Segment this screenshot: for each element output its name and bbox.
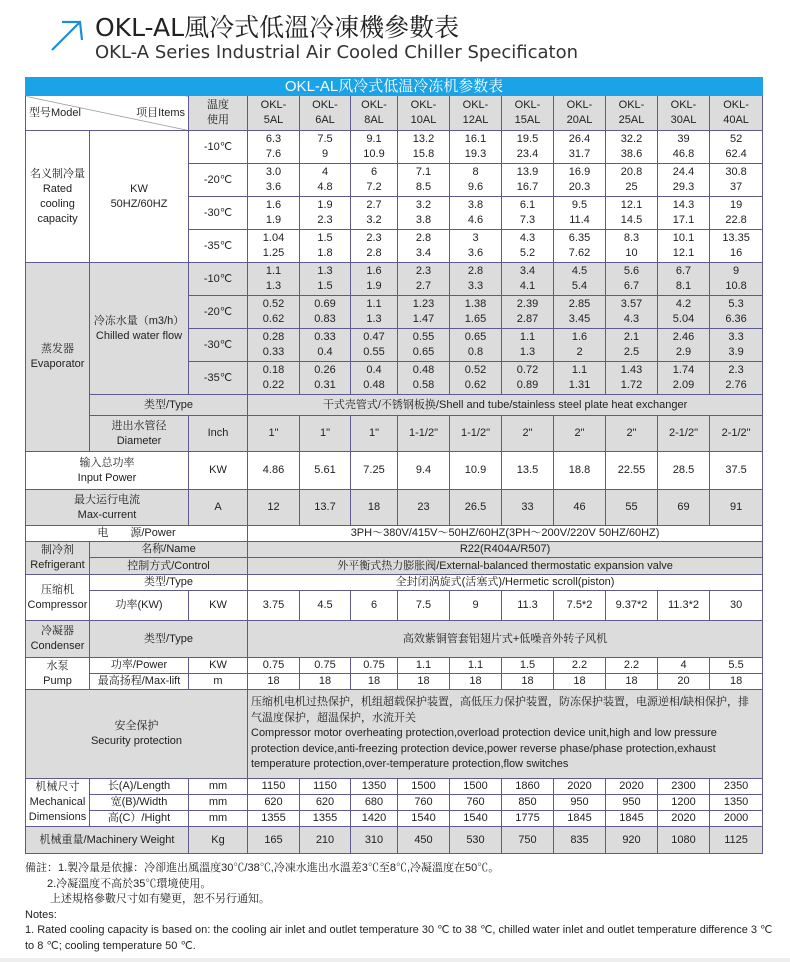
value-cell: 18 [606,674,658,690]
value-cell: 9 [450,591,502,621]
model-name: OKL-40AL [723,99,749,126]
value-cell: 2020 [606,779,658,795]
value-cell: 1500 [398,779,450,795]
value-cell: 9 10.8 [710,263,763,296]
value-cell: 1540 [398,811,450,827]
value-cell: 13.35 16 [710,230,763,263]
input-power-unit: KW [189,452,248,490]
value-cell: 5.61 [300,452,351,490]
value-cell: 4.5 [300,591,351,621]
temperature-label: -20℃ [189,296,248,329]
value-cell: 1.38 1.65 [450,296,502,329]
table-row [26,452,763,490]
table-row [26,575,763,591]
value-cell: 7.5 9 [300,131,351,164]
table-row [26,131,763,164]
value-cell: 8.3 10 [606,230,658,263]
value-cell: 1.1 [398,658,450,674]
value-cell: 2020 [658,811,710,827]
table-row [26,558,763,575]
header-model [248,96,300,131]
capacity-unit: KW 50HZ/60HZ [90,131,189,263]
value-cell: 1150 [248,779,300,795]
value-cell: 2.46 2.9 [658,329,710,362]
table-row [26,690,763,779]
value-cell: 760 [398,795,450,811]
value-cell: 2.3 2.8 [351,230,398,263]
model-name: OKL-20AL [566,99,593,126]
chilled-water-flow-label: 冷冻水量（m3/h） Chilled water flow [90,263,189,395]
value-cell: 5.5 [710,658,763,674]
value-cell: 11.3 [502,591,554,621]
model-name: OKL-6AL [312,99,338,126]
value-cell: 6.1 7.3 [502,197,554,230]
value-cell: 26.4 31.7 [554,131,606,164]
refrigerant-name-label: 名称/Name [90,542,248,558]
value-cell: 1-1/2" [450,416,502,452]
header-model [710,96,763,131]
value-cell: 3.2 3.8 [398,197,450,230]
compressor-power-label: 功率(KW) [90,591,189,621]
value-cell: 0.75 [248,658,300,674]
value-cell: 14.3 17.1 [658,197,710,230]
temperature-label: -30℃ [189,329,248,362]
temperature-label: -10℃ [189,131,248,164]
value-cell: 210 [300,827,351,854]
value-cell: 0.65 0.8 [450,329,502,362]
table-row [26,542,763,558]
value-cell: 2.1 2.5 [606,329,658,362]
value-cell: 165 [248,827,300,854]
pump-lift-unit: m [189,674,248,690]
compressor-type-value: 全封闭涡旋式(活塞式)/Hermetic scroll(piston) [248,575,763,591]
refrigerant-control-label: 控制方式/Control [90,558,248,575]
value-cell: 2-1/2" [710,416,763,452]
value-cell: 2350 [710,779,763,795]
evaporator-type-label: 类型/Type [90,395,248,416]
value-cell: 5.6 6.7 [606,263,658,296]
compressor-power-unit: KW [189,591,248,621]
value-cell: 1.6 2 [554,329,606,362]
value-cell: 530 [450,827,502,854]
value-cell: 950 [606,795,658,811]
notes [25,861,775,954]
value-cell: 18 [450,674,502,690]
value-cell: 5.3 6.36 [710,296,763,329]
value-cell: 30.8 37 [710,164,763,197]
value-cell: 1.1 [450,658,502,674]
value-cell: 1" [300,416,351,452]
value-cell: 12.1 14.5 [606,197,658,230]
value-cell: 0.33 0.4 [300,329,351,362]
diameter-label: 进出水管径 Diameter [90,416,189,452]
value-cell: 1125 [710,827,763,854]
value-cell: 1.23 1.47 [398,296,450,329]
value-cell: 24.4 29.3 [658,164,710,197]
value-cell: 4.5 5.4 [554,263,606,296]
diameter-unit: Inch [189,416,248,452]
table-row [26,795,763,811]
header-model-items: 型号Model 项目Items [26,96,189,131]
table-row [26,658,763,674]
value-cell: 2" [554,416,606,452]
spec-table [25,77,763,854]
value-cell: 37.5 [710,452,763,490]
value-cell: 2020 [554,779,606,795]
evaporator-type-value: 干式壳管式/不锈钢板换/Shell and tube/stainless steel plate heat exchanger [248,395,763,416]
value-cell: 3.8 4.6 [450,197,502,230]
value-cell: 91 [710,490,763,526]
pump-label: 水泵 Pump [26,658,90,690]
value-cell: 6 [351,591,398,621]
value-cell: 1350 [710,795,763,811]
table-row [26,674,763,690]
value-cell: 2" [606,416,658,452]
value-cell: 1355 [300,811,351,827]
value-cell: 1860 [502,779,554,795]
value-cell: 7.1 8.5 [398,164,450,197]
table-row [26,96,763,131]
note-line: 2.冷凝溫度不高於35℃環境使用。 [25,877,212,890]
refrigerant-control-value: 外平衡式热力膨胀阀/External-balanced thermostatic expansion valve [248,558,763,575]
value-cell: 1080 [658,827,710,854]
power-supply-value: 3PH～380V/415V～50HZ/60HZ(3PH～200V/220V 50HZ/60HZ) [248,526,763,542]
value-cell: 0.28 0.33 [248,329,300,362]
pump-lift-label: 最高扬程/Max-lift [90,674,189,690]
header-model [450,96,502,131]
value-cell: 4.86 [248,452,300,490]
value-cell: 1350 [351,779,398,795]
value-cell: 18.8 [554,452,606,490]
value-cell: 850 [502,795,554,811]
value-cell: 3.3 3.9 [710,329,763,362]
value-cell: 2.2 [606,658,658,674]
value-cell: 18 [248,674,300,690]
temperature-label: -30℃ [189,197,248,230]
value-cell: 33 [502,490,554,526]
value-cell: 0.69 0.83 [300,296,351,329]
model-name: OKL-10AL [410,99,437,126]
value-cell: 11.3*2 [658,591,710,621]
value-cell: 2.2 [554,658,606,674]
value-cell: 2.3 2.76 [710,362,763,395]
table-row [26,416,763,452]
dimension-unit: mm [189,811,248,827]
value-cell: 1355 [248,811,300,827]
max-current-unit: A [189,490,248,526]
value-cell: 22.55 [606,452,658,490]
value-cell: 0.75 [351,658,398,674]
arrow-up-right-icon [50,18,84,52]
dimension-label: 长(A)/Length [90,779,189,795]
model-name: OKL-25AL [618,99,645,126]
value-cell: 0.52 0.62 [248,296,300,329]
value-cell: 18 [351,490,398,526]
header-model [658,96,710,131]
dimensions-label: 机械尺寸 Mechanical Dimensions [26,779,90,827]
value-cell: 13.7 [300,490,351,526]
value-cell: 2.3 2.7 [398,263,450,296]
temperature-label: -10℃ [189,263,248,296]
value-cell: 4.3 5.2 [502,230,554,263]
value-cell: 1845 [554,811,606,827]
value-cell: 19 22.8 [710,197,763,230]
value-cell: 55 [606,490,658,526]
table-row [26,779,763,795]
value-cell: 620 [300,795,351,811]
value-cell: 18 [710,674,763,690]
power-supply-label: 电 源/Power [26,526,248,542]
value-cell: 1.5 1.8 [300,230,351,263]
value-cell: 3.57 4.3 [606,296,658,329]
value-cell: 450 [398,827,450,854]
value-cell: 4 4.8 [300,164,351,197]
value-cell: 1150 [300,779,351,795]
value-cell: 13.5 [502,452,554,490]
model-name: OKL-5AL [260,99,287,126]
temperature-label: -20℃ [189,164,248,197]
value-cell: 0.55 0.65 [398,329,450,362]
value-cell: 69 [658,490,710,526]
model-name: OKL-12AL [462,99,489,126]
value-cell: 28.5 [658,452,710,490]
refrigerant-name-value: R22(R404A/R507) [248,542,763,558]
value-cell: 20 [658,674,710,690]
header-model [300,96,351,131]
table-row [26,591,763,621]
table-row [26,78,763,96]
page-title: OKL-AL風冷式低溫冷凍機參數表 [95,13,460,42]
value-cell: 7.5*2 [554,591,606,621]
note-line: 備註：1.製冷量是依據：冷卻進出風溫度30℃/38℃,冷凍水進出水溫差3℃至8℃,冷凝溫度在50℃。 [25,862,500,874]
dimension-label: 高(C）/Hight [90,811,189,827]
security-label: 安全保护 Security protection [26,690,248,779]
value-cell: 19.5 23.4 [502,131,554,164]
header-model [351,96,398,131]
note-line: Notes: [25,908,57,921]
model-name: OKL-8AL [361,99,387,126]
value-cell: 3.75 [248,591,300,621]
value-cell: 9.1 10.9 [351,131,398,164]
value-cell: 18 [554,674,606,690]
security-value: 压缩机电机过热保护，机组超载保护装置，高低压力保护装置，防冻保护装置，电源逆相/缺相保护，排气温度保护，超温保护，水流开关 Compressor motor overheating protection,overload protection device unit,high and low pressure protection device,anti-freezing protection device,power reverse phase/phase protection,exhaust temperature protection,over-temperature protection,flow switches [248,690,763,779]
value-cell: 2.39 2.87 [502,296,554,329]
value-cell: 13.2 15.8 [398,131,450,164]
value-cell: 1" [351,416,398,452]
value-cell: 9.5 11.4 [554,197,606,230]
model-name: OKL-30AL [670,99,697,126]
value-cell: 30 [710,591,763,621]
value-cell: 0.4 0.48 [351,362,398,395]
value-cell: 18 [502,674,554,690]
table-title: OKL-AL风冷式低温冷冻机参数表 [26,78,763,96]
value-cell: 13.9 16.7 [502,164,554,197]
value-cell: 3.4 4.1 [502,263,554,296]
value-cell: 6.3 7.6 [248,131,300,164]
value-cell: 750 [502,827,554,854]
table-row [26,811,763,827]
temperature-label: -35℃ [189,230,248,263]
condenser-type-value: 高效紫铜管套铝翅片式+低噪音外转子风机 [248,621,763,658]
table-row [26,490,763,526]
compressor-label: 压缩机 Compressor [26,575,90,621]
value-cell: 1.6 1.9 [248,197,300,230]
value-cell: 10.1 12.1 [658,230,710,263]
value-cell: 2000 [710,811,763,827]
temperature-label: -35℃ [189,362,248,395]
value-cell: 6.35 7.62 [554,230,606,263]
value-cell: 835 [554,827,606,854]
value-cell: 1775 [502,811,554,827]
value-cell: 2.7 3.2 [351,197,398,230]
value-cell: 920 [606,827,658,854]
value-cell: 4.2 5.04 [658,296,710,329]
max-current-label: 最大运行电流 Max-current [26,490,189,526]
page-bottom-bar [0,958,790,962]
value-cell: 1.1 1.3 [248,263,300,296]
pump-power-unit: KW [189,658,248,674]
refrigerant-label: 制冷剂 Refrigerant [26,542,90,575]
model-name: OKL-15AL [514,99,541,126]
value-cell: 1-1/2" [398,416,450,452]
value-cell: 0.47 0.55 [351,329,398,362]
condenser-type-label: 类型/Type [90,621,248,658]
capacity-label: 名义制冷量 Rated cooling capacity [26,131,90,263]
table-row [26,827,763,854]
value-cell: 1.04 1.25 [248,230,300,263]
note-line: 1. Rated cooling capacity is based on: the cooling air inlet and outlet temperature 30 ℃ to 38 ℃, chilled water inlet and outlet temperature difference 3 ℃ to 8 ℃; cooling temperature 50 ℃. [25,924,776,952]
value-cell: 18 [300,674,351,690]
value-cell: 950 [554,795,606,811]
value-cell: 12 [248,490,300,526]
value-cell: 0.75 [300,658,351,674]
condenser-label: 冷凝器 Condenser [26,621,90,658]
value-cell: 1.5 [502,658,554,674]
value-cell: 1200 [658,795,710,811]
value-cell: 1845 [606,811,658,827]
value-cell: 1" [248,416,300,452]
value-cell: 1.1 1.3 [502,329,554,362]
value-cell: 16.9 20.3 [554,164,606,197]
page-subtitle: OKL-A Series Industrial Air Cooled Chiller Specificaton [95,42,579,63]
table-row [26,621,763,658]
value-cell: 16.1 19.3 [450,131,502,164]
value-cell: 0.72 0.89 [502,362,554,395]
header-temperature: 温度 使用 [189,96,248,131]
value-cell: 18 [398,674,450,690]
note-line: 上述規格參數尺寸如有變更，恕不另行通知。 [25,893,271,905]
value-cell: 1.6 1.9 [351,263,398,296]
value-cell: 3.0 3.6 [248,164,300,197]
dimension-unit: mm [189,795,248,811]
value-cell: 6 7.2 [351,164,398,197]
value-cell: 310 [351,827,398,854]
value-cell: 7.25 [351,452,398,490]
value-cell: 52 62.4 [710,131,763,164]
value-cell: 46 [554,490,606,526]
value-cell: 2.8 3.4 [398,230,450,263]
header-model [554,96,606,131]
table-row [26,263,763,296]
value-cell: 9.37*2 [606,591,658,621]
value-cell: 680 [351,795,398,811]
value-cell: 2-1/2" [658,416,710,452]
compressor-type-label: 类型/Type [90,575,248,591]
value-cell: 7.5 [398,591,450,621]
table-row [26,526,763,542]
dimension-unit: mm [189,779,248,795]
input-power-label: 输入总功率 Input Power [26,452,189,490]
header-model [502,96,554,131]
weight-unit: Kg [189,827,248,854]
value-cell: 26.5 [450,490,502,526]
value-cell: 9.4 [398,452,450,490]
value-cell: 6.7 8.1 [658,263,710,296]
value-cell: 2.8 3.3 [450,263,502,296]
value-cell: 1420 [351,811,398,827]
value-cell: 0.18 0.22 [248,362,300,395]
value-cell: 8 9.6 [450,164,502,197]
evaporator-label: 蒸发器 Evaporator [26,263,90,452]
value-cell: 1.74 2.09 [658,362,710,395]
value-cell: 2300 [658,779,710,795]
header-model [606,96,658,131]
dimension-label: 宽(B)/Width [90,795,189,811]
value-cell: 1540 [450,811,502,827]
value-cell: 0.48 0.58 [398,362,450,395]
value-cell: 1.3 1.5 [300,263,351,296]
weight-label: 机械重量/Machinery Weight [26,827,189,854]
value-cell: 1.9 2.3 [300,197,351,230]
value-cell: 1500 [450,779,502,795]
value-cell: 2" [502,416,554,452]
value-cell: 760 [450,795,502,811]
value-cell: 18 [351,674,398,690]
value-cell: 1.1 1.31 [554,362,606,395]
value-cell: 20.8 25 [606,164,658,197]
value-cell: 1.1 1.3 [351,296,398,329]
table-row [26,395,763,416]
header-model [398,96,450,131]
value-cell: 1.43 1.72 [606,362,658,395]
value-cell: 2.85 3.45 [554,296,606,329]
value-cell: 23 [398,490,450,526]
value-cell: 32.2 38.6 [606,131,658,164]
value-cell: 0.52 0.62 [450,362,502,395]
value-cell: 620 [248,795,300,811]
value-cell: 3 3.6 [450,230,502,263]
value-cell: 39 46.8 [658,131,710,164]
value-cell: 0.26 0.31 [300,362,351,395]
value-cell: 10.9 [450,452,502,490]
pump-power-label: 功率/Power [90,658,189,674]
value-cell: 4 [658,658,710,674]
